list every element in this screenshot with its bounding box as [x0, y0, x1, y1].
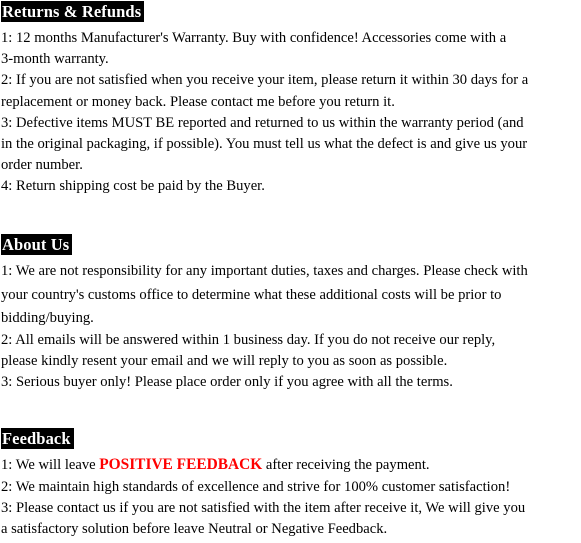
about-line: 1: We are not responsibility for any important duties, taxes and charges. Please check with [1, 263, 528, 279]
about-text [1, 259, 581, 394]
returns-line: 3: Defective items MUST BE reported and returned to us within the warranty period (and [1, 114, 524, 131]
feedback-line: a satisfactory solution before leave Neutral or Negative Feedback. [1, 521, 388, 538]
feedback-line1-prefix: 1: We will leave [1, 457, 100, 473]
about-line: 3: Serious buyer only! Please place order only if you agree with all the terms. [1, 374, 453, 391]
returns-section [1, 1, 581, 198]
returns-line: 1: 12 months Manufacturer's Warranty. Buy with confidence! Accessories come with a [1, 30, 507, 46]
about-line: bidding/buying. [1, 310, 94, 326]
feedback-heading: Feedback [1, 428, 74, 449]
feedback-section [1, 428, 581, 541]
about-line: please kindly resent your email and we will reply to you as soon as possible. [1, 353, 448, 370]
feedback-text [1, 453, 581, 541]
returns-text [1, 28, 581, 198]
returns-line: replacement or money back. Please contact me before you return it. [1, 93, 395, 110]
about-section [1, 234, 581, 394]
positive-feedback-highlight: POSITIVE FEEDBACK [99, 456, 263, 473]
feedback-line: 3: Please contact us if you are not satisfied with the item after receive it, We will give you [1, 500, 526, 517]
about-heading: About Us [1, 234, 72, 255]
about-line: 2: All emails will be answered within 1 business day. If you do not receive our reply, [1, 332, 496, 348]
feedback-line1-suffix: after receiving the payment. [262, 457, 430, 473]
returns-line: in the original packaging, if possible). You must tell us what the defect is and give us your [1, 136, 528, 153]
returns-line: 2: If you are not satisfied when you receive your item, please return it within 30 days for a [1, 72, 529, 89]
feedback-line [1, 453, 581, 477]
feedback-line: 2: We maintain high standards of excellence and strive for 100% customer satisfaction! [1, 479, 511, 495]
about-line: your country's customs office to determine what these additional costs will be prior to [1, 287, 502, 303]
returns-line: order number. [1, 157, 83, 174]
returns-line: 3-month warranty. [1, 51, 109, 68]
returns-line: 4: Return shipping cost be paid by the Buyer. [1, 178, 265, 195]
returns-heading: Returns & Refunds [1, 1, 144, 22]
